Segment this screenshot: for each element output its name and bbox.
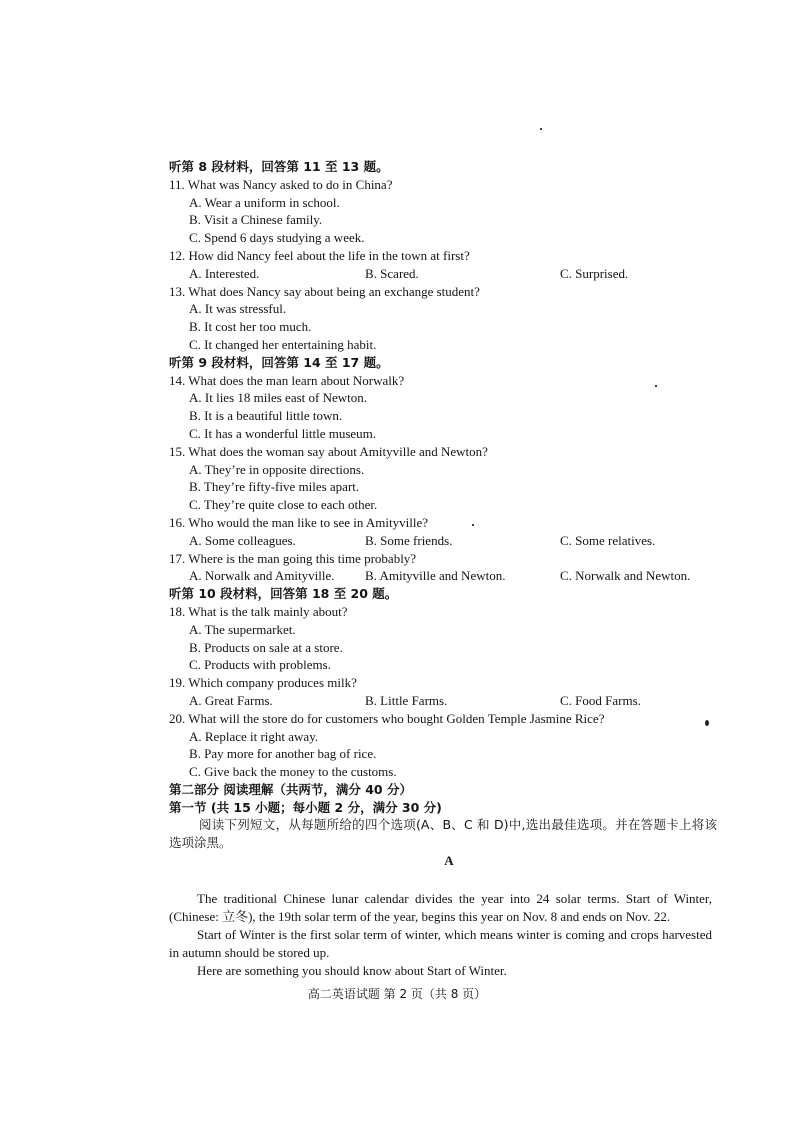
scan-speck: [540, 128, 542, 130]
question: 13. What does Nancy say about being an exchange student?: [169, 283, 480, 299]
subsection-header: 第一节 (共 15 小题；每小题 2 分，满分 30 分): [169, 799, 442, 815]
section-header: 听第 8 段材料，回答第 11 至 13 题。: [169, 159, 389, 174]
options-row: [169, 265, 729, 283]
options-row: [169, 532, 729, 550]
question: 12. How did Nancy feel about the life in the town at first?: [169, 247, 470, 263]
option: A. Some colleagues.: [189, 532, 296, 548]
option: C. Products with problems.: [189, 657, 331, 673]
scan-speck: [705, 720, 709, 726]
section-header: 听第 10 段材料，回答第 18 至 20 题。: [169, 586, 398, 602]
option: C. Some relatives.: [560, 532, 656, 548]
option: B. Some friends.: [365, 532, 453, 548]
question: 14. What does the man learn about Norwalk?: [169, 372, 405, 388]
instruction: 阅读下列短文，从每题所给的四个选项(A、B、C 和 D)中,选出最佳选项。并在答题卡上将该选项涂黑。: [169, 817, 717, 851]
scan-speck: [655, 385, 657, 387]
option: A. Norwalk and Amityville.: [189, 568, 335, 584]
option: B. It is a beautiful little town.: [189, 408, 343, 424]
option: C. Surprised.: [560, 265, 629, 281]
question: 19. Which company produces milk?: [169, 675, 357, 691]
option: C. It has a wonderful little museum.: [189, 425, 377, 441]
options-row: [169, 567, 729, 585]
question: 16. Who would the man like to see in Amityville?: [169, 514, 428, 530]
options-row: [169, 692, 729, 710]
question: 20. What will the store do for customers who bought Golden Temple Jasmine Rice?: [169, 710, 605, 726]
option: A. Interested.: [189, 265, 260, 281]
passage-paragraph: Here are something you should know about Start of Winter.: [197, 963, 507, 979]
option: A. The supermarket.: [189, 621, 296, 637]
option: C. Norwalk and Newton.: [560, 568, 691, 584]
option: A. Wear a uniform in school.: [189, 194, 340, 210]
option: B. Visit a Chinese family.: [189, 212, 323, 228]
option: A. It lies 18 miles east of Newton.: [189, 390, 367, 406]
option: A. Great Farms.: [189, 692, 273, 708]
option: B. Products on sale at a store.: [189, 639, 343, 655]
scan-speck: [472, 524, 474, 526]
part-header: 第二部分 阅读理解（共两节，满分 40 分）: [169, 781, 412, 797]
question: 15. What does the woman say about Amityville and Newton?: [169, 443, 488, 459]
passage-paragraph: Start of Winter is the first solar term of winter, which means winter is coming and crops harvested in autumn should be stored up.: [169, 927, 712, 961]
option: C. It changed her entertaining habit.: [189, 336, 377, 352]
option: C. Food Farms.: [560, 692, 641, 708]
option: B. It cost her too much.: [189, 319, 312, 335]
option: C. Spend 6 days studying a week.: [189, 230, 365, 246]
option: B. Little Farms.: [365, 692, 448, 708]
question: 17. Where is the man going this time probably?: [169, 550, 417, 566]
question: 18. What is the talk mainly about?: [169, 603, 348, 619]
option: C. They’re quite close to each other.: [189, 497, 378, 513]
option: A. Replace it right away.: [189, 728, 319, 744]
option: B. Pay more for another bag of rice.: [189, 746, 377, 762]
option: B. Amityville and Newton.: [365, 568, 506, 584]
option: A. They’re in opposite directions.: [189, 461, 365, 477]
option: C. Give back the money to the customs.: [189, 764, 397, 780]
passage-paragraph: The traditional Chinese lunar calendar divides the year into 24 solar terms. Start of Winter, (Chinese: 立冬), the 19th solar term of the year, begins this year on Nov. 8 and ends on Nov. 22.: [169, 891, 712, 925]
page-content: [169, 158, 729, 980]
option: B. Scared.: [365, 265, 419, 281]
option: B. They’re fifty-five miles apart.: [189, 479, 360, 495]
option: A. It was stressful.: [189, 301, 287, 317]
question: 11. What was Nancy asked to do in China?: [169, 176, 393, 192]
page-footer: 高二英语试题 第 2 页（共 8 页）: [307, 987, 487, 1001]
passage-label: A: [444, 853, 454, 869]
section-header: 听第 9 段材料，回答第 14 至 17 题。: [169, 354, 389, 370]
